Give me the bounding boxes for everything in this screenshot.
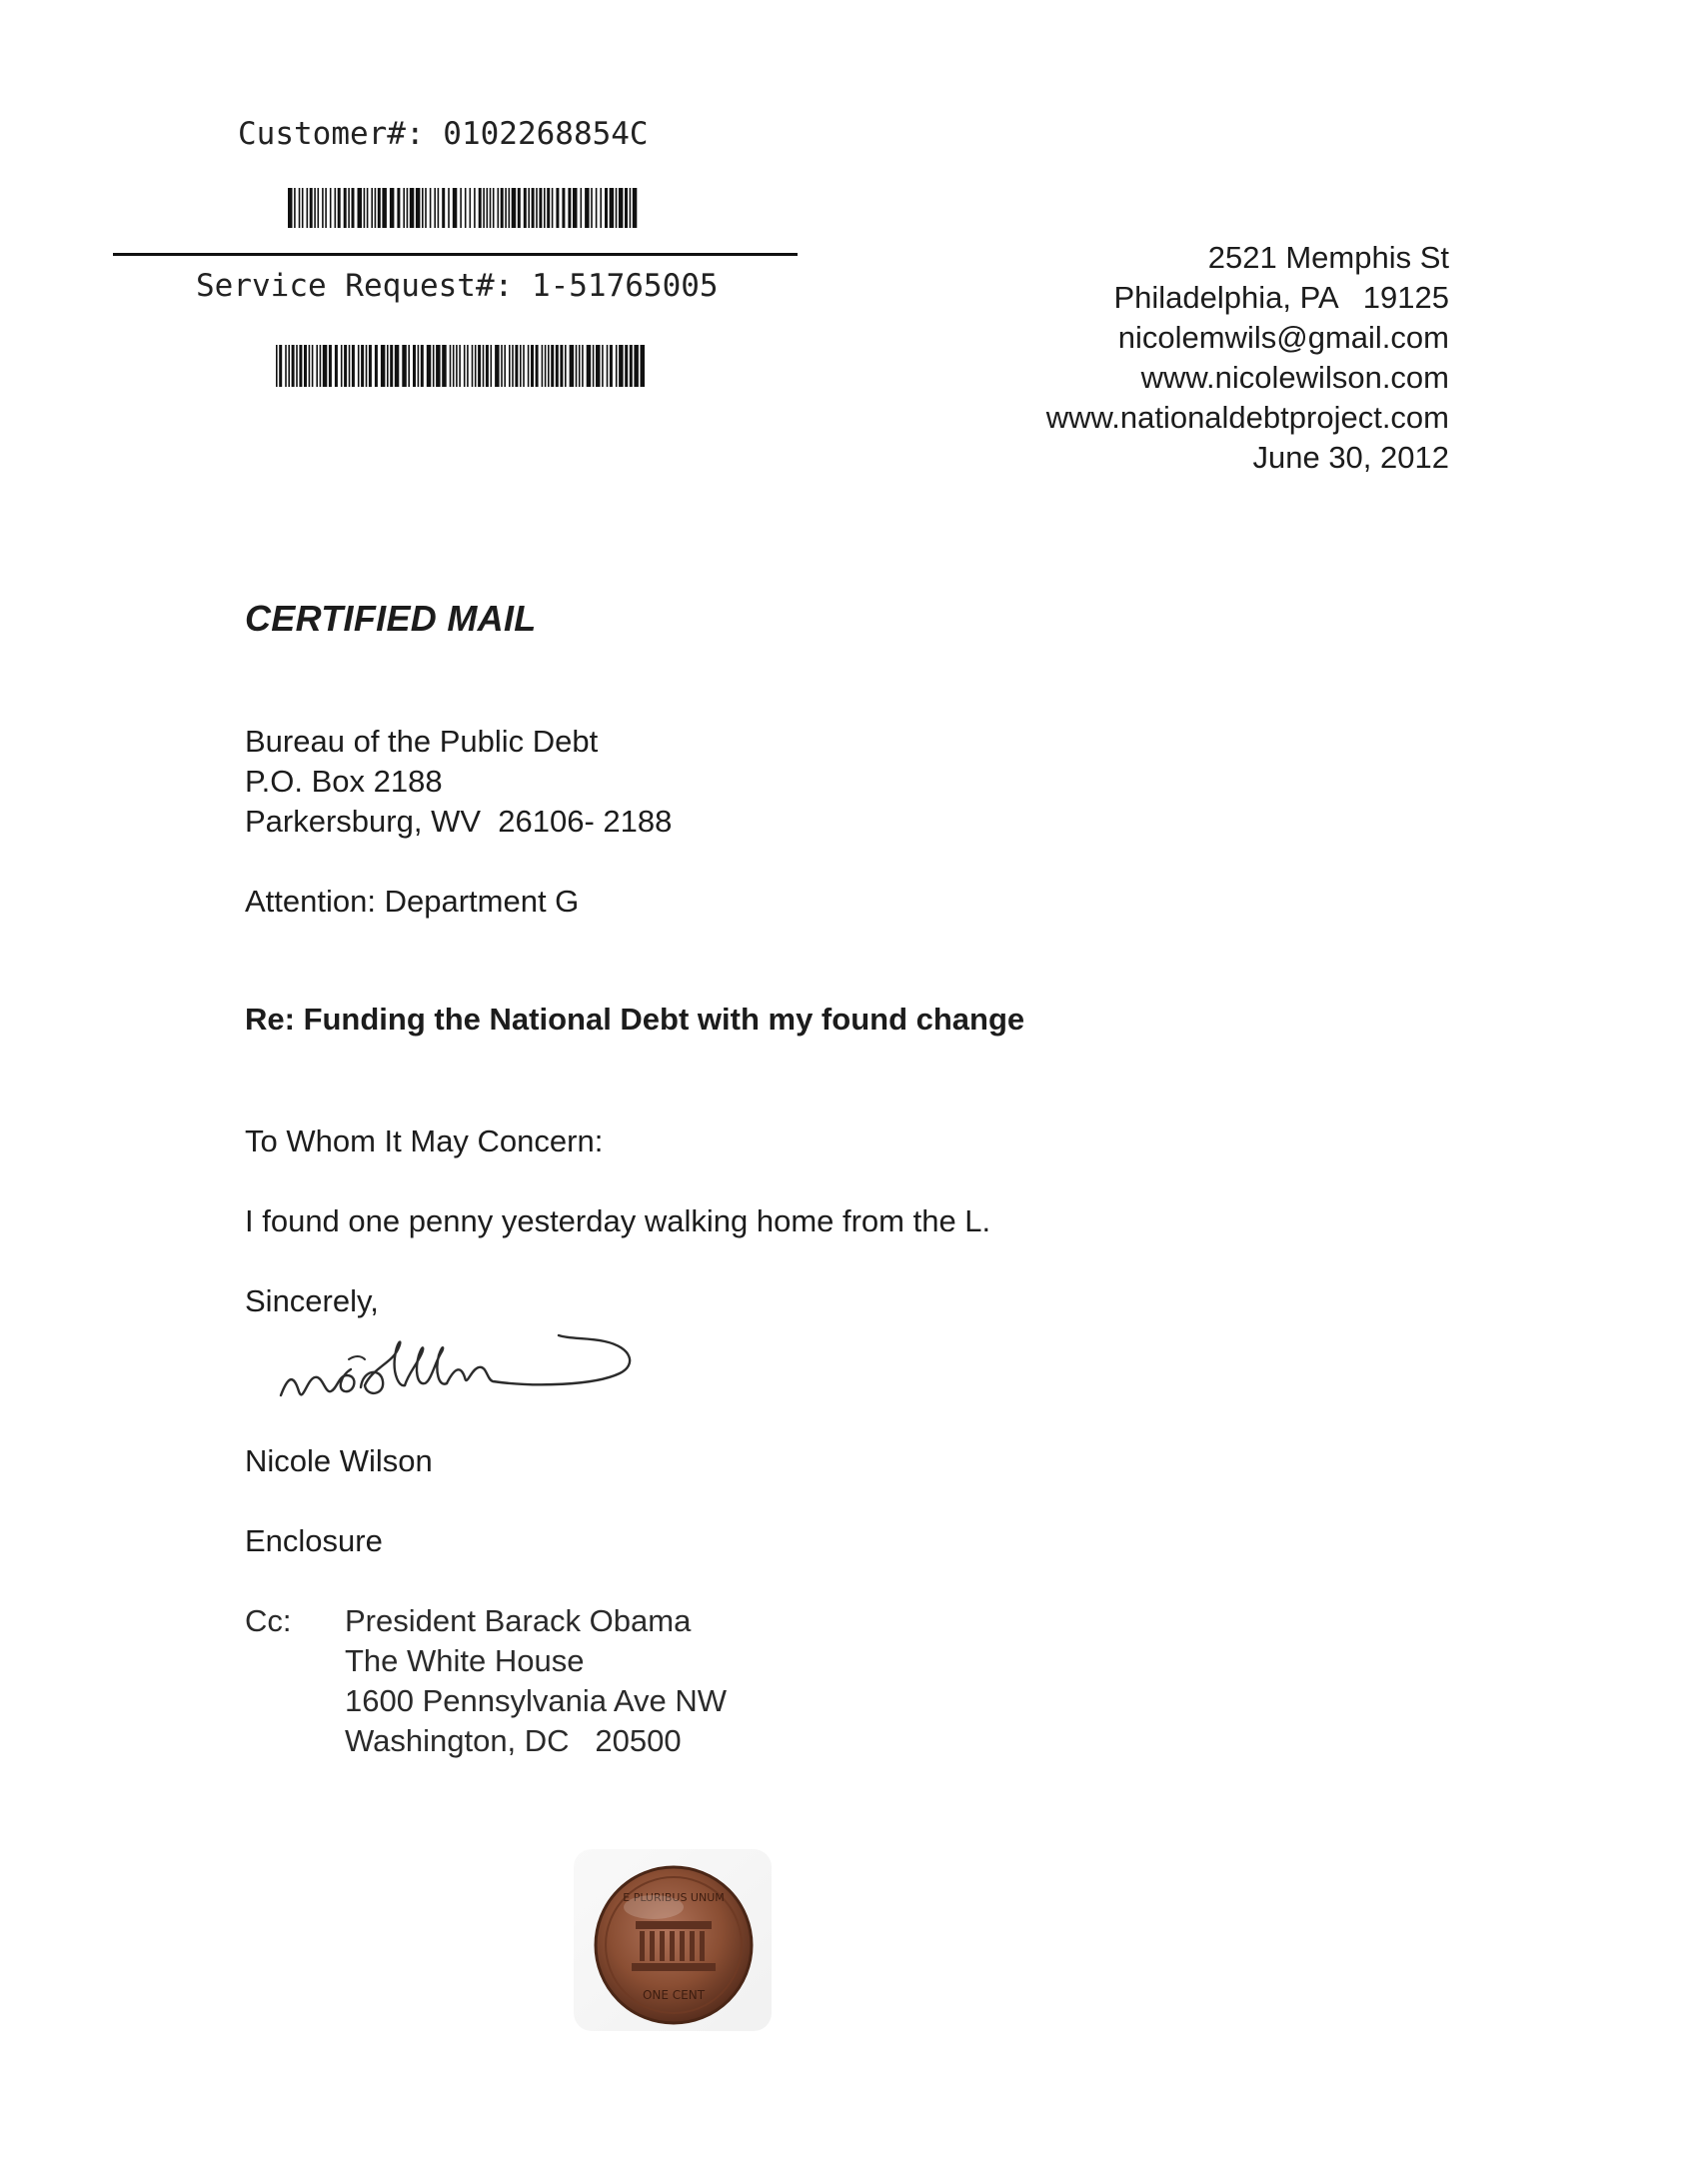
barcode-bar xyxy=(358,345,360,387)
barcode-bar xyxy=(474,188,476,228)
barcode-bar xyxy=(616,188,618,228)
return-website-1: www.nicolewilson.com xyxy=(1140,360,1449,395)
barcode-bar xyxy=(515,345,518,387)
barcode-bar xyxy=(407,188,409,228)
barcode-bar xyxy=(581,188,583,228)
barcode-bar xyxy=(573,188,578,228)
barcode-bar xyxy=(422,188,424,228)
barcode-bar xyxy=(460,188,462,228)
cc-line-3: 1600 Pennsylvania Ave NW xyxy=(345,1683,727,1718)
barcode-bar xyxy=(408,345,410,387)
cc-label: Cc: xyxy=(245,1603,292,1638)
barcode-bar xyxy=(425,188,427,228)
barcode-bar xyxy=(330,188,332,228)
barcode-bar xyxy=(596,188,598,228)
barcode-bar xyxy=(352,345,355,387)
barcode-bar xyxy=(551,345,554,387)
service-request-barcode xyxy=(276,345,646,387)
barcode-bar xyxy=(493,188,495,228)
barcode-bar xyxy=(296,345,298,387)
header-divider xyxy=(113,253,798,256)
barcode-bar xyxy=(442,345,447,387)
penny-top-text: E PLURIBUS UNUM xyxy=(623,1891,725,1904)
barcode-bar xyxy=(318,188,320,228)
barcode-bar xyxy=(630,345,633,387)
barcode-bar xyxy=(344,188,347,228)
barcode-bar xyxy=(285,345,287,387)
barcode-bar xyxy=(325,188,327,228)
barcode-bar xyxy=(523,345,525,387)
barcode-bar xyxy=(625,188,628,228)
barcode-bar xyxy=(467,345,469,387)
attention-line: Attention: Department G xyxy=(245,884,580,919)
barcode-bar xyxy=(397,188,400,228)
barcode-bar xyxy=(279,345,282,387)
barcode-bar xyxy=(323,345,328,387)
barcode-bar xyxy=(562,188,565,228)
barcode-bar xyxy=(465,188,467,228)
barcode-bar xyxy=(587,345,592,387)
barcode-bar xyxy=(552,188,554,228)
barcode-bar xyxy=(348,188,350,228)
barcode-bar xyxy=(352,188,355,228)
enclosure-line: Enclosure xyxy=(245,1523,383,1558)
barcode-bar xyxy=(556,345,559,387)
barcode-bar xyxy=(528,188,530,228)
barcode-bar xyxy=(364,188,366,228)
barcode-bar xyxy=(418,345,420,387)
barcode-bar xyxy=(542,345,544,387)
barcode-bar xyxy=(518,188,521,228)
barcode-bar xyxy=(532,188,535,228)
barcode-bar xyxy=(456,345,458,387)
barcode-bar xyxy=(630,188,632,228)
return-address xyxy=(1046,238,1449,478)
cc-line-2: The White House xyxy=(345,1643,585,1678)
barcode-bar xyxy=(434,188,436,228)
barcode-bar xyxy=(490,188,492,228)
barcode-bar xyxy=(512,188,517,228)
barcode-bar xyxy=(378,188,381,228)
salutation: To Whom It May Concern: xyxy=(245,1123,604,1158)
barcode-bar xyxy=(367,188,369,228)
barcode-bar xyxy=(322,188,324,228)
subject-line: Re: Funding the National Debt with my found change xyxy=(245,1002,1025,1037)
penny-bottom-text: ONE CENT xyxy=(642,1988,706,2002)
barcode-bar xyxy=(430,188,432,228)
barcode-bar xyxy=(316,345,318,387)
barcode-bar xyxy=(338,188,341,228)
barcode-bar xyxy=(479,188,482,228)
barcode-bar xyxy=(335,345,338,387)
barcode-bar xyxy=(427,345,432,387)
barcode-bar xyxy=(309,345,311,387)
barcode-bar xyxy=(459,345,461,387)
barcode-bar xyxy=(528,345,530,387)
barcode-bar xyxy=(358,188,363,228)
barcode-bar xyxy=(341,345,343,387)
barcode-bar xyxy=(294,188,296,228)
barcode-bar xyxy=(570,345,575,387)
barcode-bar xyxy=(509,345,511,387)
return-website-2: www.nationaldebtproject.com xyxy=(1045,400,1449,435)
barcode-bar xyxy=(387,345,389,387)
customer-barcode xyxy=(288,188,640,228)
barcode-bar xyxy=(416,188,421,228)
service-request-number: Service Request#: 1-51765005 xyxy=(196,268,719,304)
barcode-bar xyxy=(498,188,500,228)
barcode-bar xyxy=(349,345,351,387)
customer-number: Customer#: 0102268854C xyxy=(238,116,649,152)
certified-mail-heading: CERTIFIED MAIL xyxy=(245,598,537,639)
barcode-bar xyxy=(464,345,466,387)
barcode-bar xyxy=(329,345,332,387)
barcode-bar xyxy=(536,345,539,387)
recipient-line-2: P.O. Box 2188 xyxy=(245,764,443,799)
barcode-bar xyxy=(641,345,646,387)
barcode-bar xyxy=(501,188,504,228)
barcode-bar xyxy=(381,345,386,387)
barcode-bar xyxy=(486,345,489,387)
barcode-bar xyxy=(470,188,472,228)
barcode-bar xyxy=(307,188,309,228)
barcode-bar xyxy=(536,188,538,228)
barcode-bar xyxy=(545,345,547,387)
barcode-bar xyxy=(568,188,571,228)
barcode-bar xyxy=(375,188,377,228)
barcode-bar xyxy=(579,345,581,387)
barcode-bar xyxy=(369,345,372,387)
barcode-bar xyxy=(520,345,522,387)
barcode-bar xyxy=(593,345,595,387)
barcode-bar xyxy=(539,188,542,228)
letter-date: June 30, 2012 xyxy=(1252,440,1449,475)
barcode-bar xyxy=(375,345,378,387)
barcode-bar xyxy=(403,188,405,228)
barcode-bar xyxy=(304,345,307,387)
barcode-bar xyxy=(450,345,452,387)
penny-enclosure xyxy=(568,1845,778,2035)
barcode-bar xyxy=(448,188,450,228)
barcode-bar xyxy=(382,188,387,228)
barcode-bar xyxy=(344,345,347,387)
return-street: 2521 Memphis St xyxy=(1207,240,1449,275)
barcode-bar xyxy=(390,345,393,387)
barcode-bar xyxy=(585,188,590,228)
barcode-bar xyxy=(478,345,481,387)
barcode-bar xyxy=(299,188,301,228)
barcode-bar xyxy=(453,188,458,228)
barcode-bar xyxy=(591,188,593,228)
barcode-bar xyxy=(547,188,550,228)
barcode-bar xyxy=(442,188,445,228)
barcode-bar xyxy=(314,188,316,228)
barcode-bar xyxy=(619,188,624,228)
barcode-bar xyxy=(491,345,493,387)
recipient-line-3: Parkersburg, WV 26106- 2188 xyxy=(245,804,673,839)
barcode-bar xyxy=(548,345,550,387)
barcode-bar xyxy=(335,188,337,228)
barcode-bar xyxy=(619,345,624,387)
barcode-bar xyxy=(402,345,407,387)
barcode-bar xyxy=(602,345,604,387)
barcode-bar xyxy=(302,188,304,228)
barcode-bar xyxy=(433,345,435,387)
barcode-bar xyxy=(560,345,563,387)
barcode-bar xyxy=(320,345,322,387)
barcode-bar xyxy=(509,188,511,228)
barcode-bar xyxy=(625,345,628,387)
barcode-bar xyxy=(288,188,293,228)
return-city-state-zip: Philadelphia, PA 19125 xyxy=(1113,280,1449,315)
barcode-bar xyxy=(371,188,373,228)
barcode-bar xyxy=(600,188,602,228)
barcode-bar xyxy=(361,345,364,387)
cc-line-4: Washington, DC 20500 xyxy=(345,1723,682,1758)
barcode-bar xyxy=(436,345,441,387)
signer-name: Nicole Wilson xyxy=(245,1443,433,1478)
barcode-bar xyxy=(487,188,489,228)
barcode-bar xyxy=(390,188,395,228)
recipient-line-1: Bureau of the Public Debt xyxy=(245,724,599,759)
barcode-bar xyxy=(505,188,507,228)
barcode-bar xyxy=(512,345,514,387)
barcode-bar xyxy=(605,188,608,228)
recipient-address xyxy=(245,722,672,842)
barcode-bar xyxy=(421,345,424,387)
barcode-bar xyxy=(312,345,314,387)
barcode-bar xyxy=(276,345,278,387)
barcode-bar xyxy=(495,345,500,387)
barcode-bar xyxy=(607,345,609,387)
barcode-bar xyxy=(395,345,400,387)
barcode-bar xyxy=(610,345,613,387)
barcode-bar xyxy=(310,188,313,228)
closing: Sincerely, xyxy=(245,1283,379,1318)
barcode-bar xyxy=(634,345,639,387)
barcode-bar xyxy=(633,188,638,228)
barcode-bar xyxy=(366,345,368,387)
barcode-bar xyxy=(531,345,534,387)
barcode-bar xyxy=(576,345,578,387)
barcode-bar xyxy=(610,188,615,228)
barcode-bar xyxy=(565,345,567,387)
barcode-bar xyxy=(483,345,485,387)
barcode-bar xyxy=(556,188,559,228)
barcode-bar xyxy=(616,345,618,387)
barcode-bar xyxy=(544,188,546,228)
barcode-bar xyxy=(413,345,416,387)
cc-line-1: President Barack Obama xyxy=(345,1603,692,1638)
barcode-bar xyxy=(472,345,474,387)
barcode-bar xyxy=(475,345,477,387)
barcode-bar xyxy=(453,345,455,387)
return-email: nicolemwils@gmail.com xyxy=(1117,320,1449,355)
barcode-bar xyxy=(582,345,584,387)
barcode-bar xyxy=(504,345,506,387)
cc-recipient xyxy=(345,1601,727,1761)
barcode-bar xyxy=(299,345,302,387)
barcode-bar xyxy=(438,188,440,228)
barcode-bar xyxy=(292,345,295,387)
letter-body: I found one penny yesterday walking home from the L. xyxy=(245,1203,991,1238)
barcode-bar xyxy=(596,345,601,387)
barcode-bar xyxy=(483,188,485,228)
barcode-bar xyxy=(501,345,503,387)
signature xyxy=(275,1307,665,1417)
barcode-bar xyxy=(524,188,527,228)
barcode-bar xyxy=(410,188,415,228)
barcode-bar xyxy=(288,345,290,387)
